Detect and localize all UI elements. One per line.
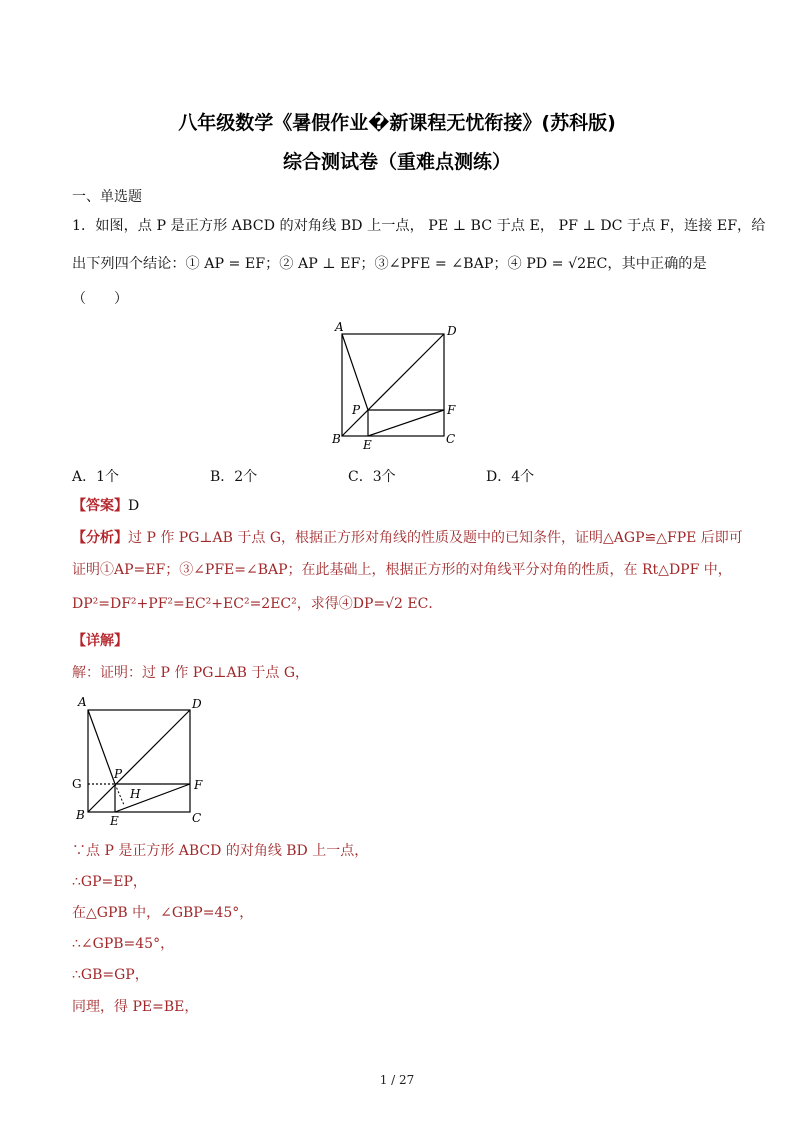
analysis-line-1 (72, 528, 743, 548)
analysis-text-1: 过 P 作 PG⊥AB 于点 G，根据正方形对角线的性质及题中的已知条件，证明△AGP≌△FPE 后即可 (128, 530, 743, 546)
step-2: ∴GP=EP， (72, 874, 147, 890)
page-number: 1 / 27 (379, 1073, 415, 1087)
diagonal-bd (342, 334, 444, 436)
detail-heading (72, 631, 128, 651)
figure-square-2 (66, 692, 216, 828)
label-g-2: G (72, 777, 82, 791)
step-5: ∴GB=GP， (72, 967, 149, 983)
analysis-tag: 【分析】 (72, 530, 128, 546)
segment-ap (342, 334, 368, 410)
option-d: D．4个 (486, 469, 535, 485)
question-line-3: （ ） (72, 291, 128, 307)
label-a: A (335, 320, 344, 334)
segment-ef-2 (115, 784, 190, 812)
option-c: C．3个 (348, 469, 396, 485)
label-d-2: D (192, 697, 202, 711)
label-a-2: A (78, 695, 87, 709)
detail-text-1: 解：证明：过 P 作 PG⊥AB 于点 G， (72, 665, 310, 681)
detail-line-1 (72, 663, 309, 683)
label-c: C (446, 432, 456, 446)
answer-line (72, 496, 139, 516)
question-line-1: 1．如图，点 P 是正方形 ABCD 的对角线 BD 上一点， PE ⊥ BC 于点 E， PF ⊥ DC 于点 F，连接 EF，给 (72, 218, 766, 234)
section-heading: 一、单选题 (72, 189, 142, 205)
segment-ap-2 (88, 710, 115, 784)
label-d: D (447, 324, 457, 338)
label-f: F (447, 403, 456, 417)
document-subtitle: 综合测试卷（重难点测练） (282, 151, 511, 173)
label-b-2: B (76, 808, 85, 822)
label-h-2: H (130, 787, 141, 801)
step-6: 同理，得 PE=BE， (72, 999, 199, 1015)
option-a: A．1个 (72, 469, 120, 485)
answer-value: D (128, 498, 140, 514)
figure-square-1 (326, 318, 466, 452)
step-3: 在△GPB 中，∠GBP=45°， (72, 905, 254, 921)
segment-ph-dotted (115, 784, 124, 805)
analysis-line-3: DP²=DF²+PF²=EC²+EC²=2EC²，求得④DP=√2 EC． (72, 596, 443, 612)
step-4: ∴∠GPB=45°， (72, 936, 175, 952)
label-e: E (363, 438, 372, 452)
question-line-2: 出下列四个结论：① AP = EF；② AP ⊥ EF；③∠PFE = ∠BAP；④ PD = √2EC，其中正确的是 (72, 256, 707, 272)
label-p-2: P (114, 767, 123, 781)
analysis-line-2: 证明①AP=EF；③∠PFE=∠BAP；在此基础上，根据正方形的对角线平分对角的性质，在 Rt△DPF 中， (72, 562, 732, 578)
label-f-2: F (194, 778, 203, 792)
answer-tag: 【答案】 (72, 498, 128, 514)
segment-ef (368, 410, 444, 436)
option-b: B．2个 (210, 469, 258, 485)
label-p: P (352, 403, 361, 417)
label-b: B (332, 432, 341, 446)
document-title: 八年级数学《暑假作业�新课程无忧衔接》(苏科版) (178, 112, 616, 134)
label-c-2: C (192, 811, 202, 825)
step-1: ∵点 P 是正方形 ABCD 的对角线 BD 上一点， (72, 843, 369, 859)
detail-tag: 【详解】 (72, 633, 128, 649)
label-e-2: E (110, 814, 119, 828)
